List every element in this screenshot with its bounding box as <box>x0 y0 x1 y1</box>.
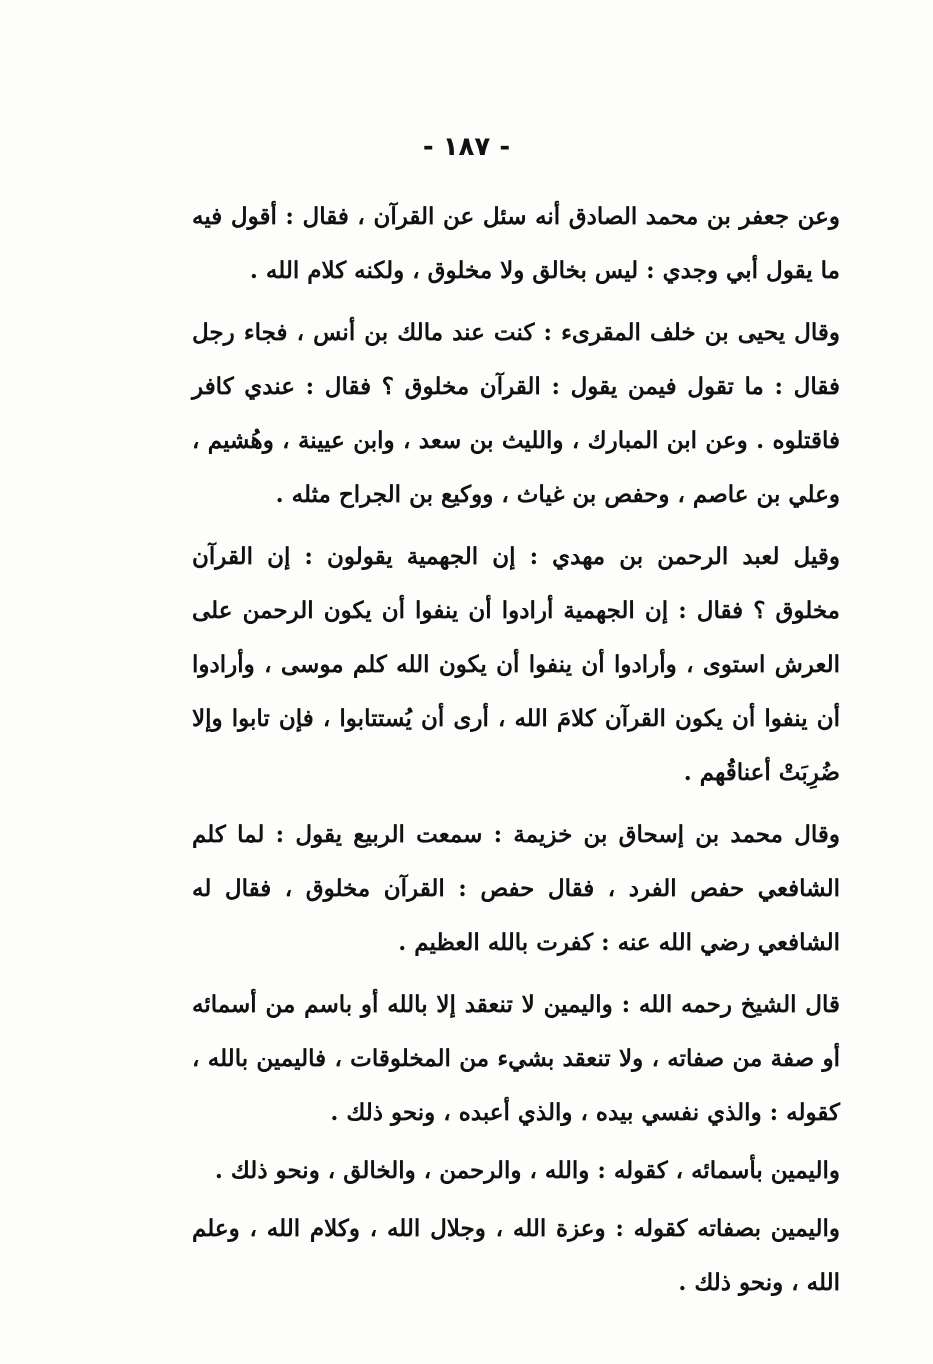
paragraph-abd-al-rahman-ibn-mahdi: وقيل لعبد الرحمن بن مهدي : إن الجهمية يقولون : إن القرآن مخلوق ؟ فقال : إن الجهمية أرادوا أن ينفوا أن يكون الرحمن على العرش استوى ، وأرادوا أن ينفوا أن يكون الله كلم موسى ، وأرادوا أن ينفوا أن يكون القرآن كلامَ الله ، أرى أن يُستتابوا ، فإن تابوا وإلا ضُرِبَتْ أعناقُهم . <box>192 543 840 786</box>
body-text <box>192 190 840 1310</box>
paragraph-yahya-ibn-khalaf: وقال يحيى بن خلف المقرىء : كنت عند مالك بن أنس ، فجاء رجل فقال : ما تقول فيمن يقول : القرآن مخلوق ؟ فقال : عندي كافر فاقتلوه . وعن ابن المبارك ، والليث بن سعد ، وابن عيينة ، وهُشيم ، وعلي بن عاصم ، وحفص بن غياث ، ووكيع بن الجراح مثله . <box>192 319 840 508</box>
paragraph-oath-by-attributes: واليمين بصفاته كقوله : وعزة الله ، وجلال الله ، وكلام الله ، وعلم الله ، ونحو ذلك . <box>192 1215 840 1296</box>
paragraph-oath-rule: قال الشيخ رحمه الله : واليمين لا تنعقد إلا بالله أو باسم من أسمائه أو صفة من صفاته ، ولا تنعقد بشيء من المخلوقات ، فاليمين بالله ، كقوله : والذي نفسي بيده ، والذي أعبده ، ونحو ذلك . <box>192 991 840 1126</box>
page-number: - ١٨٧ - <box>422 132 511 162</box>
paragraph-oath-by-names: واليمين بأسمائه ، كقوله : والله ، والرحمن ، والخالق ، ونحو ذلك . <box>214 1157 840 1184</box>
paragraph-ibn-khuzayma: وقال محمد بن إسحاق بن خزيمة : سمعت الربيع يقول : لما كلم الشافعي حفص الفرد ، فقال حفص : القرآن مخلوق ، فقال له الشافعي رضي الله عنه : كفرت بالله العظيم . <box>192 821 840 956</box>
paragraph-jafar-al-sadiq: وعن جعفر بن محمد الصادق أنه سئل عن القرآن ، فقال : أقول فيه ما يقول أبي وجدي : ليس بخالق ولا مخلوق ، ولكنه كلام الله . <box>192 203 840 284</box>
